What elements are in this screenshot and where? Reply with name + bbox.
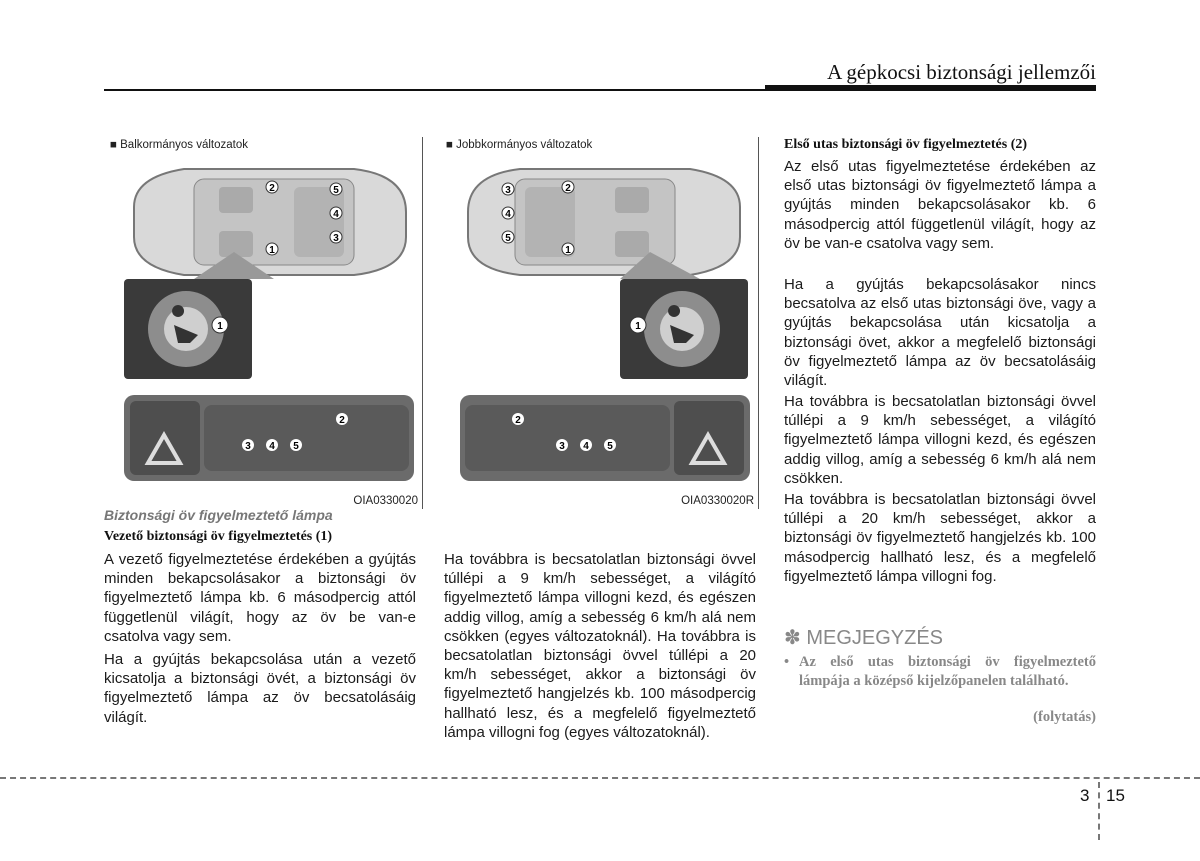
header-rule-accent	[765, 85, 1096, 91]
svg-text:5: 5	[505, 233, 511, 244]
center-display-panel	[460, 395, 750, 481]
svg-text:3: 3	[245, 441, 251, 452]
note-body	[784, 653, 1096, 691]
svg-text:5: 5	[333, 185, 339, 196]
footer-rule	[0, 777, 1200, 779]
figure-left-hand-drive	[104, 137, 423, 509]
passenger-warning-lamp-panel	[620, 279, 748, 379]
svg-text:2: 2	[339, 415, 345, 426]
svg-text:2: 2	[269, 183, 275, 194]
page-number: 15	[1106, 786, 1125, 805]
figure-caption: ■ Balkormányos változatok	[110, 139, 248, 151]
svg-text:3: 3	[559, 441, 565, 452]
figure-caption: ■ Jobbkormányos változatok	[446, 139, 593, 151]
passenger-paragraph-2: Ha a gyújtás bekapcsolásakor nincs becsatolva az első utas biztonsági öve, vagy a gyújtás bekapcsolása után kicsatolja a biztonsági övet, akkor a megfelelő biztonsági öv figyelmeztető lámpa az öv becsatolásáig világít.	[784, 276, 1096, 390]
chapter-number: 3	[1080, 786, 1090, 805]
svg-text:3: 3	[333, 233, 339, 244]
driver-paragraph-2: Ha a gyújtás bekapcsolása után a vezető kicsatolja a biztonsági övét, a biztonsági öv figyelmeztető lámpa az öv becsatolásáig világít.	[104, 651, 416, 726]
svg-text:4: 4	[269, 441, 275, 452]
figure-right-hand-drive	[440, 137, 759, 509]
svg-text:4: 4	[583, 441, 589, 452]
svg-text:1: 1	[217, 321, 223, 332]
figure-title: Biztonsági öv figyelmeztető lámpa	[104, 507, 333, 523]
seatbelt-warning-illustration-rhd	[460, 157, 750, 487]
svg-text:5: 5	[293, 441, 299, 452]
passenger-paragraph-1: Az első utas figyelmeztetése érdekében az első utas biztonsági öv figyelmeztető lámpa a gyújtás minden bekapcsolásakor kb. 6 másodpercig attól függetlenül világít, hogy az öv be van-e csatolva vagy sem.	[784, 158, 1096, 252]
passenger-paragraph-4: Ha továbbra is becsatolatlan biztonsági övvel túllépi a 20 km/h sebességet, akkor a biztonsági öv figyelmeztető hangjelzés kb. 100 másodpercig hallható lesz, és a megfelelő figyelmeztető lámpa villogni fog.	[784, 491, 1096, 585]
svg-text:1: 1	[635, 321, 641, 332]
driver-paragraph-1: A vezető figyelmeztetése érdekében a gyújtás minden bekapcsolásakor a biztonsági öv figyelmeztető lámpa kb. 6 másodpercig attól függetlenül világít, hogy az öv be van-e csatolva vagy sem.	[104, 551, 416, 645]
passenger-section-heading: Első utas biztonsági öv figyelmeztetés (2)	[784, 137, 1028, 152]
seatbelt-warning-illustration-lhd	[124, 157, 414, 487]
svg-text:2: 2	[515, 415, 521, 426]
note-heading: ✽ MEGJEGYZÉS	[784, 627, 944, 649]
svg-text:4: 4	[505, 209, 511, 220]
figure-code: OIA0330020	[353, 495, 418, 507]
center-display-panel	[124, 395, 414, 481]
svg-text:1: 1	[565, 245, 571, 256]
svg-text:5: 5	[607, 441, 613, 452]
note-bullet: •	[784, 654, 790, 670]
driver-warning-lamp-panel	[124, 279, 252, 379]
svg-text:4: 4	[333, 209, 339, 220]
passenger-paragraph-3: Ha továbbra is becsatolatlan biztonsági övvel túllépi a 9 km/h sebességet, a világító figyelmeztető lámpa villogni kezd, és egészen addig villog, amíg a sebesség 6 km/h alá nem csökken.	[784, 393, 1096, 487]
middle-paragraph: Ha továbbra is becsatolatlan biztonsági övvel túllépi a 9 km/h sebességet, a világító figyelmeztető lámpa villogni kezd, és egészen addig villog, amíg a sebesség 6 km/h alá nem csökken (egyes változatoknál). Ha továbbra is becsatolatlan biztonsági övvel túllépi a 20 km/h sebességet, akkor a biztonsági öv figyelmeztető hangjelzés kb. 100 másodpercig hallható lesz, és a megfelelő figyelmeztető lámpa villogni fog (egyes változatoknál).	[444, 551, 756, 741]
driver-section-heading: Vezető biztonsági öv figyelmeztetés (1)	[104, 529, 333, 544]
footer-divider	[1098, 782, 1100, 840]
page-header-title: A gépkocsi biztonsági jellemzői	[827, 60, 1096, 84]
continued-label: (folytatás)	[1033, 709, 1096, 725]
svg-text:2: 2	[565, 183, 571, 194]
figure-code: OIA0330020R	[681, 495, 754, 507]
svg-text:1: 1	[269, 245, 275, 256]
svg-text:3: 3	[505, 185, 511, 196]
note-text: Az első utas biztonsági öv figyelmeztető lámpája a középső kijelzőpanelen található.	[799, 654, 1096, 689]
